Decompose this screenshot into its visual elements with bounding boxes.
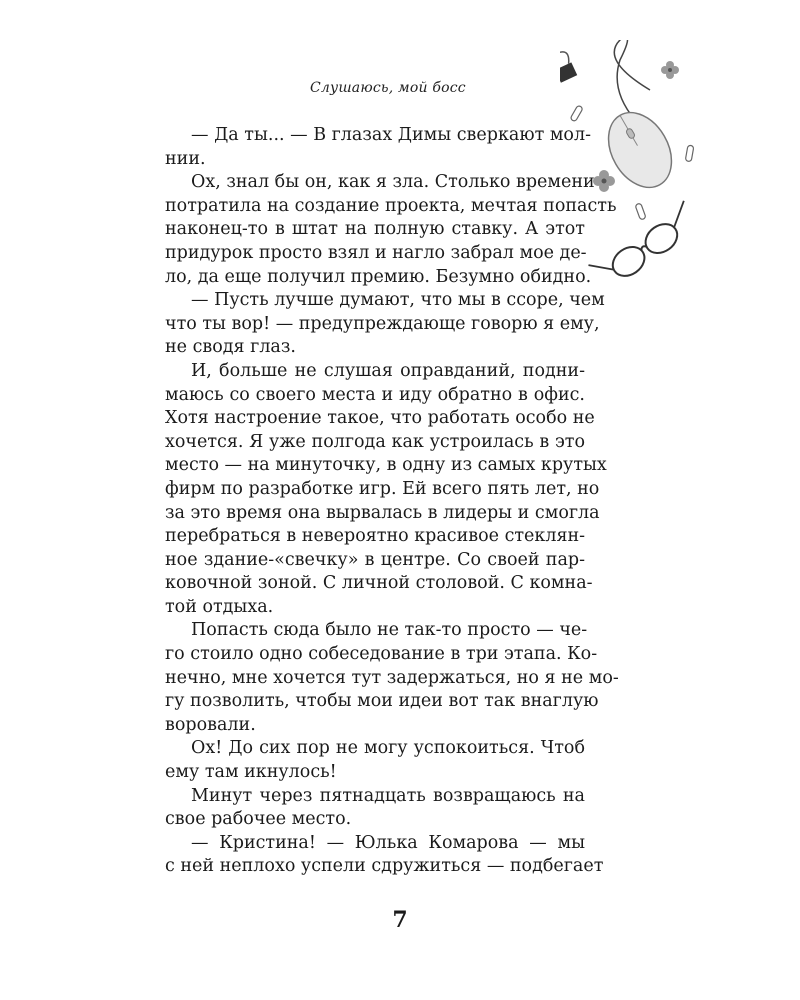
text-line: место — на минуточку, в одну из самых крутых: [165, 455, 607, 476]
text-line: ное здание-«свечку» в центре. Со своей пар-: [165, 549, 585, 570]
text-line: гу позволить, чтобы мои идеи вот так внаглую: [165, 691, 599, 712]
text-line: хочется. Я уже полгода как устроилась в это: [165, 431, 585, 452]
text-line: не сводя глаз.: [165, 337, 296, 358]
text-line: Попасть сюда было не так-то просто — че-: [191, 620, 588, 641]
text-line: го стоило одно собеседование в три этапа. Ко-: [165, 644, 598, 665]
flower-icon: [661, 61, 679, 79]
text-line: воровали.: [165, 714, 256, 735]
paper-clip-icon: [570, 105, 583, 122]
text-line: что ты вор! — предупреждающе говорю я ему,: [165, 313, 600, 334]
text-line: маюсь со своего места и иду обратно в офис.: [165, 384, 585, 405]
text-line: свое рабочее место.: [165, 809, 352, 830]
page-number: 7: [392, 907, 408, 933]
text-line: ковочной зоной. С личной столовой. С комна-: [165, 573, 593, 594]
text-line: И, больше не слушая оправданий, подни-: [191, 360, 585, 381]
text-line: придурок просто взял и нагло забрал мое де-: [165, 242, 587, 263]
text-line: наконец-то в штат на полную ставку. А этот: [165, 219, 585, 240]
text-line: той отдыха.: [165, 596, 274, 617]
text-line: фирм по разработке игр. Ей всего пять лет, но: [165, 478, 600, 499]
text-line: Минут через пятнадцать возвращаюсь на: [191, 785, 585, 806]
body-text: [165, 124, 619, 879]
paper-clip-icon: [685, 145, 694, 162]
text-line: перебраться в невероятно красивое стеклян-: [165, 526, 586, 547]
flower-icon: [593, 170, 615, 192]
text-line: с ней неплохо успели сдружиться — подбегает: [165, 856, 604, 877]
text-line: — Пусть лучше думают, что мы в ссоре, чем: [191, 290, 605, 311]
text-line: нечно, мне хочется тут задержаться, но я не мо-: [165, 667, 619, 688]
text-line: Ох! До сих пор не могу успокоиться. Чтоб: [191, 738, 585, 759]
binder-clip-icon: [560, 50, 577, 83]
text-line: ло, да еще получил премию. Безумно обидно.: [165, 266, 592, 287]
text-line: нии.: [165, 148, 206, 169]
text-line: Ох, знал бы он, как я зла. Столько времени: [191, 172, 595, 193]
text-line: — Да ты... — В глазах Димы сверкают мол-: [191, 125, 591, 145]
decor-illustration: [560, 40, 800, 300]
running-title: Слушаюсь, мой босс: [310, 80, 466, 96]
text-line: — Кристина! — Юлька Комарова — мы: [191, 832, 585, 853]
paper-clip-icon: [635, 203, 646, 220]
text-line: за это время она вырвалась в лидеры и смогла: [165, 502, 600, 523]
text-line: ему там икнулось!: [165, 762, 337, 783]
text-line: Хотя настроение такое, что работать особо не: [165, 408, 595, 429]
text-line: потратила на создание проекта, мечтая попасть: [165, 195, 617, 216]
